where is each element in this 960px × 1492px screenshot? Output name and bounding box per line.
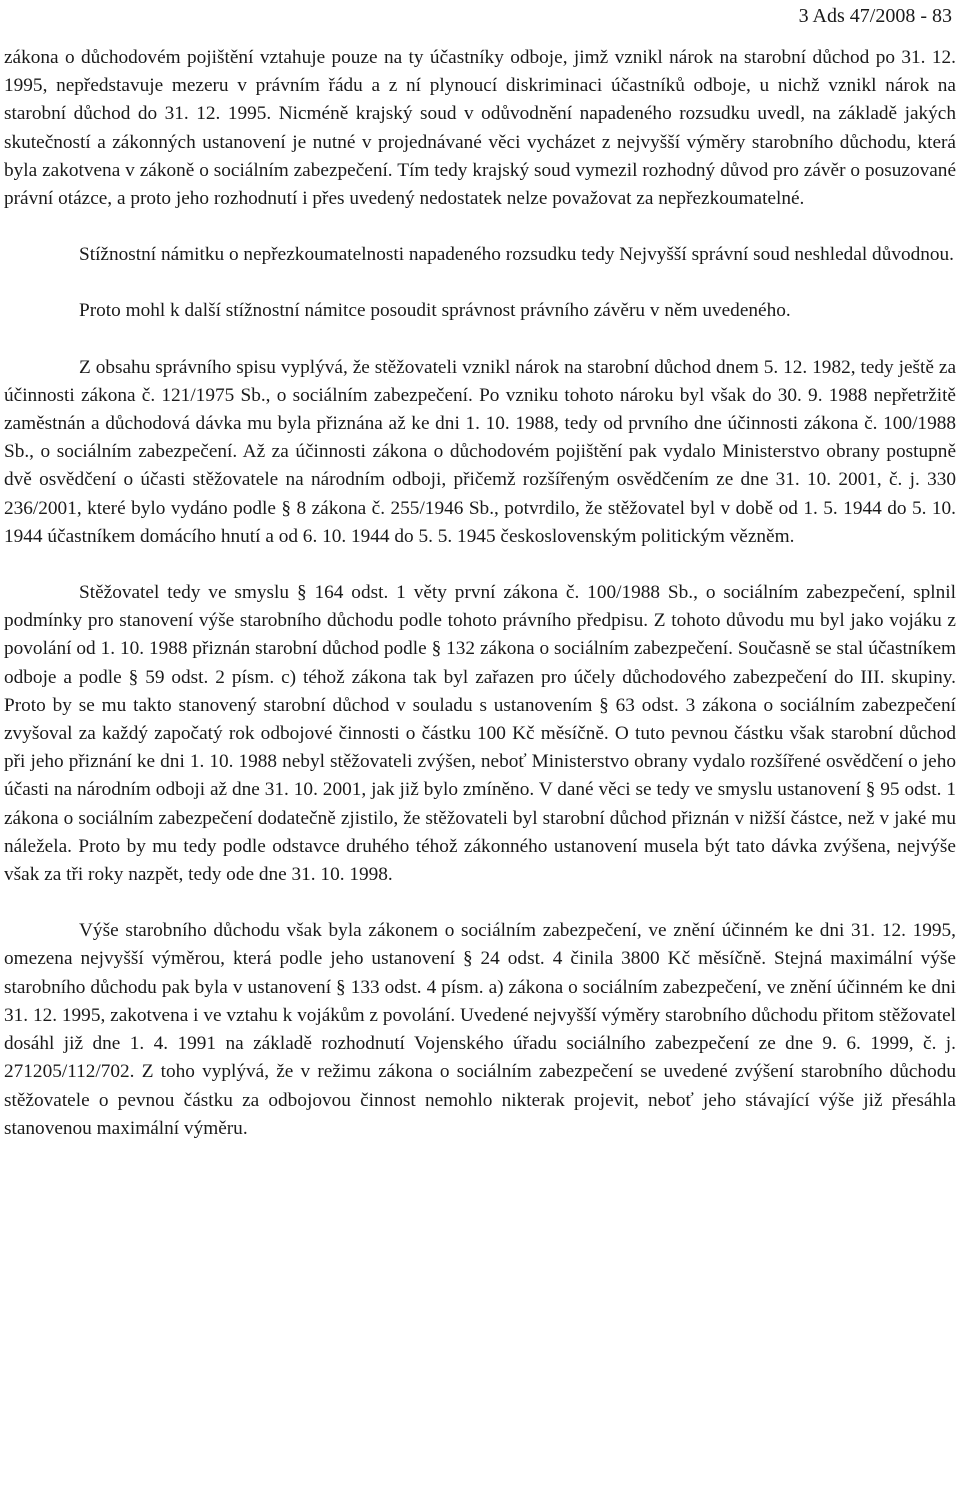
paragraph-conditions-met: Stěžovatel tedy ve smyslu § 164 odst. 1 věty první zákona č. 100/1988 Sb., o sociálním zabezpečení, splnil podmínky pro stanovení výše starobního důchodu podle tohoto právního předpisu. Z tohoto důvodu mu byl jako vojáku z povolání od 1. 10. 1988 přiznán starobní důchod podle § 132 zákona o sociálním zabezpečení. Současně se stal účastníkem odboje a podle § 59 odst. 2 písm. c) téhož zákona tak byl zařazen pro účely důchodového zabezpečení do III. skupiny. Proto by se mu takto stanovený starobní důchod v souladu s ustanovením § 63 odst. 3 zákona o sociálním zabezpečení zvyšoval za každý započatý rok odbojové činnosti o částku 100 Kč měsíčně. O tuto pevnou částku však starobní důchod při jeho přiznání ke dni 1. 10. 1988 nebyl stěžovateli zvýšen, neboť Ministerstvo obrany vydalo rozšířené osvědčení o jeho účasti na národním odboji až dne 31. 10. 2001, jak již bylo zmíněno. V dané věci se tedy ve smyslu ustanovení § 95 odst. 1 zákona o sociálním zabezpečení dodatečně zjistilo, že stěžovateli byl starobní důchod přiznán v nižší částce, než v jaké mu náležela. Proto by mu tedy podle odstavce druhého téhož zákonného ustanovení musela být tato dávka zvýšena, nejvýše však za tři roky nazpět, tedy ode dne 31. 10. 1998. (4, 582, 956, 886)
document-body (4, 44, 956, 1171)
paragraph-objection-unfounded: Stížnostní námitku o nepřezkoumatelnosti napadeného rozsudku tedy Nejvyšší správní soud neshledal důvodnou. (79, 244, 954, 266)
paragraph-next-objection: Proto mohl k další stížnostní námitce posoudit správnost právního závěru v něm uvedeného. (79, 300, 791, 322)
paragraph-continuation: zákona o důchodovém pojištění vztahuje pouze na ty účastníky odboje, jimž vznikl nárok na starobní důchod po 31. 12. 1995, nepředstavuje mezeru v právním řádu a z ní plynoucí diskriminaci účastníků odboje, u nichž vznikl nárok na starobní důchod do 31. 12. 1995. Nicméně krajský soud v odůvodnění napadeného rozsudku uvedl, na základě jakých skutečností a zákonných ustanovení je nutné v projednávané věci vycházet z nejvyšší výměry starobního důchodu, která byla zakotvena v zákoně o sociálním zabezpečení. Tím tedy krajský soud vymezil rozhodný důvod pro závěr o posuzované právní otázce, a proto jeho rozhodnutí i přes uvedený nedostatek nelze považovat za nepřezkoumatelné. (4, 47, 956, 210)
paragraph-maximum-amount: Výše starobního důchodu však byla zákonem o sociálním zabezpečení, ve znění účinném ke dni 31. 12. 1995, omezena nejvyšší výměrou, která podle jeho ustanovení § 24 odst. 4 činila 3800 Kč měsíčně. Stejná maximální výše starobního důchodu pak byla v ustanovení § 133 odst. 4 písm. a) zákona o sociálním zabezpečení, ve znění účinném ke dni 31. 12. 1995, zakotvena i ve vztahu k vojákům z povolání. Uvedené nejvyšší výměry starobního důchodu přitom stěžovatel dosáhl již dne 1. 4. 1991 na základě rozhodnutí Vojenského úřadu sociálního zabezpečení ze dne 9. 6. 1999, č. j. 271205/112/702. Z toho vyplývá, že v režimu zákona o sociálním zabezpečení se uvedené zvýšení starobního důchodu stěžovatele o pevnou částku za odbojovou činnost nemohlo nikterak projevit, neboť jeho stávající výše již přesáhla stanovenou maximální výměru. (4, 920, 956, 1139)
paragraph-file-contents: Z obsahu správního spisu vyplývá, že stěžovateli vznikl nárok na starobní důchod dnem 5. 12. 1982, tedy ještě za účinnosti zákona č. 121/1975 Sb., o sociálním zabezpečení. Po vzniku tohoto nároku byl však do 30. 9. 1988 nepřetržitě zaměstnán a důchodová dávka mu byla přiznána až ke dni 1. 10. 1988, tedy od prvního dne účinnosti zákona č. 100/1988 Sb., o sociálním zabezpečení. Až za účinnosti zákona o důchodovém pojištění pak vydalo Ministerstvo obrany postupně dvě osvědčení o účasti stěžovatele na národním odboji, přičemž rozšířeným osvědčením ze dne 31. 10. 2001, č. j. 330 236/2001, které bylo vydáno podle § 8 zákona č. 255/1946 Sb., potvrdilo, že stěžovatel byl v době od 1. 5. 1944 do 5. 10. 1944 účastníkem domácího hnutí a od 6. 10. 1944 do 5. 5. 1945 československým politickým vězněm. (4, 356, 956, 547)
page-reference: 3 Ads 47/2008 - 83 (798, 5, 952, 27)
